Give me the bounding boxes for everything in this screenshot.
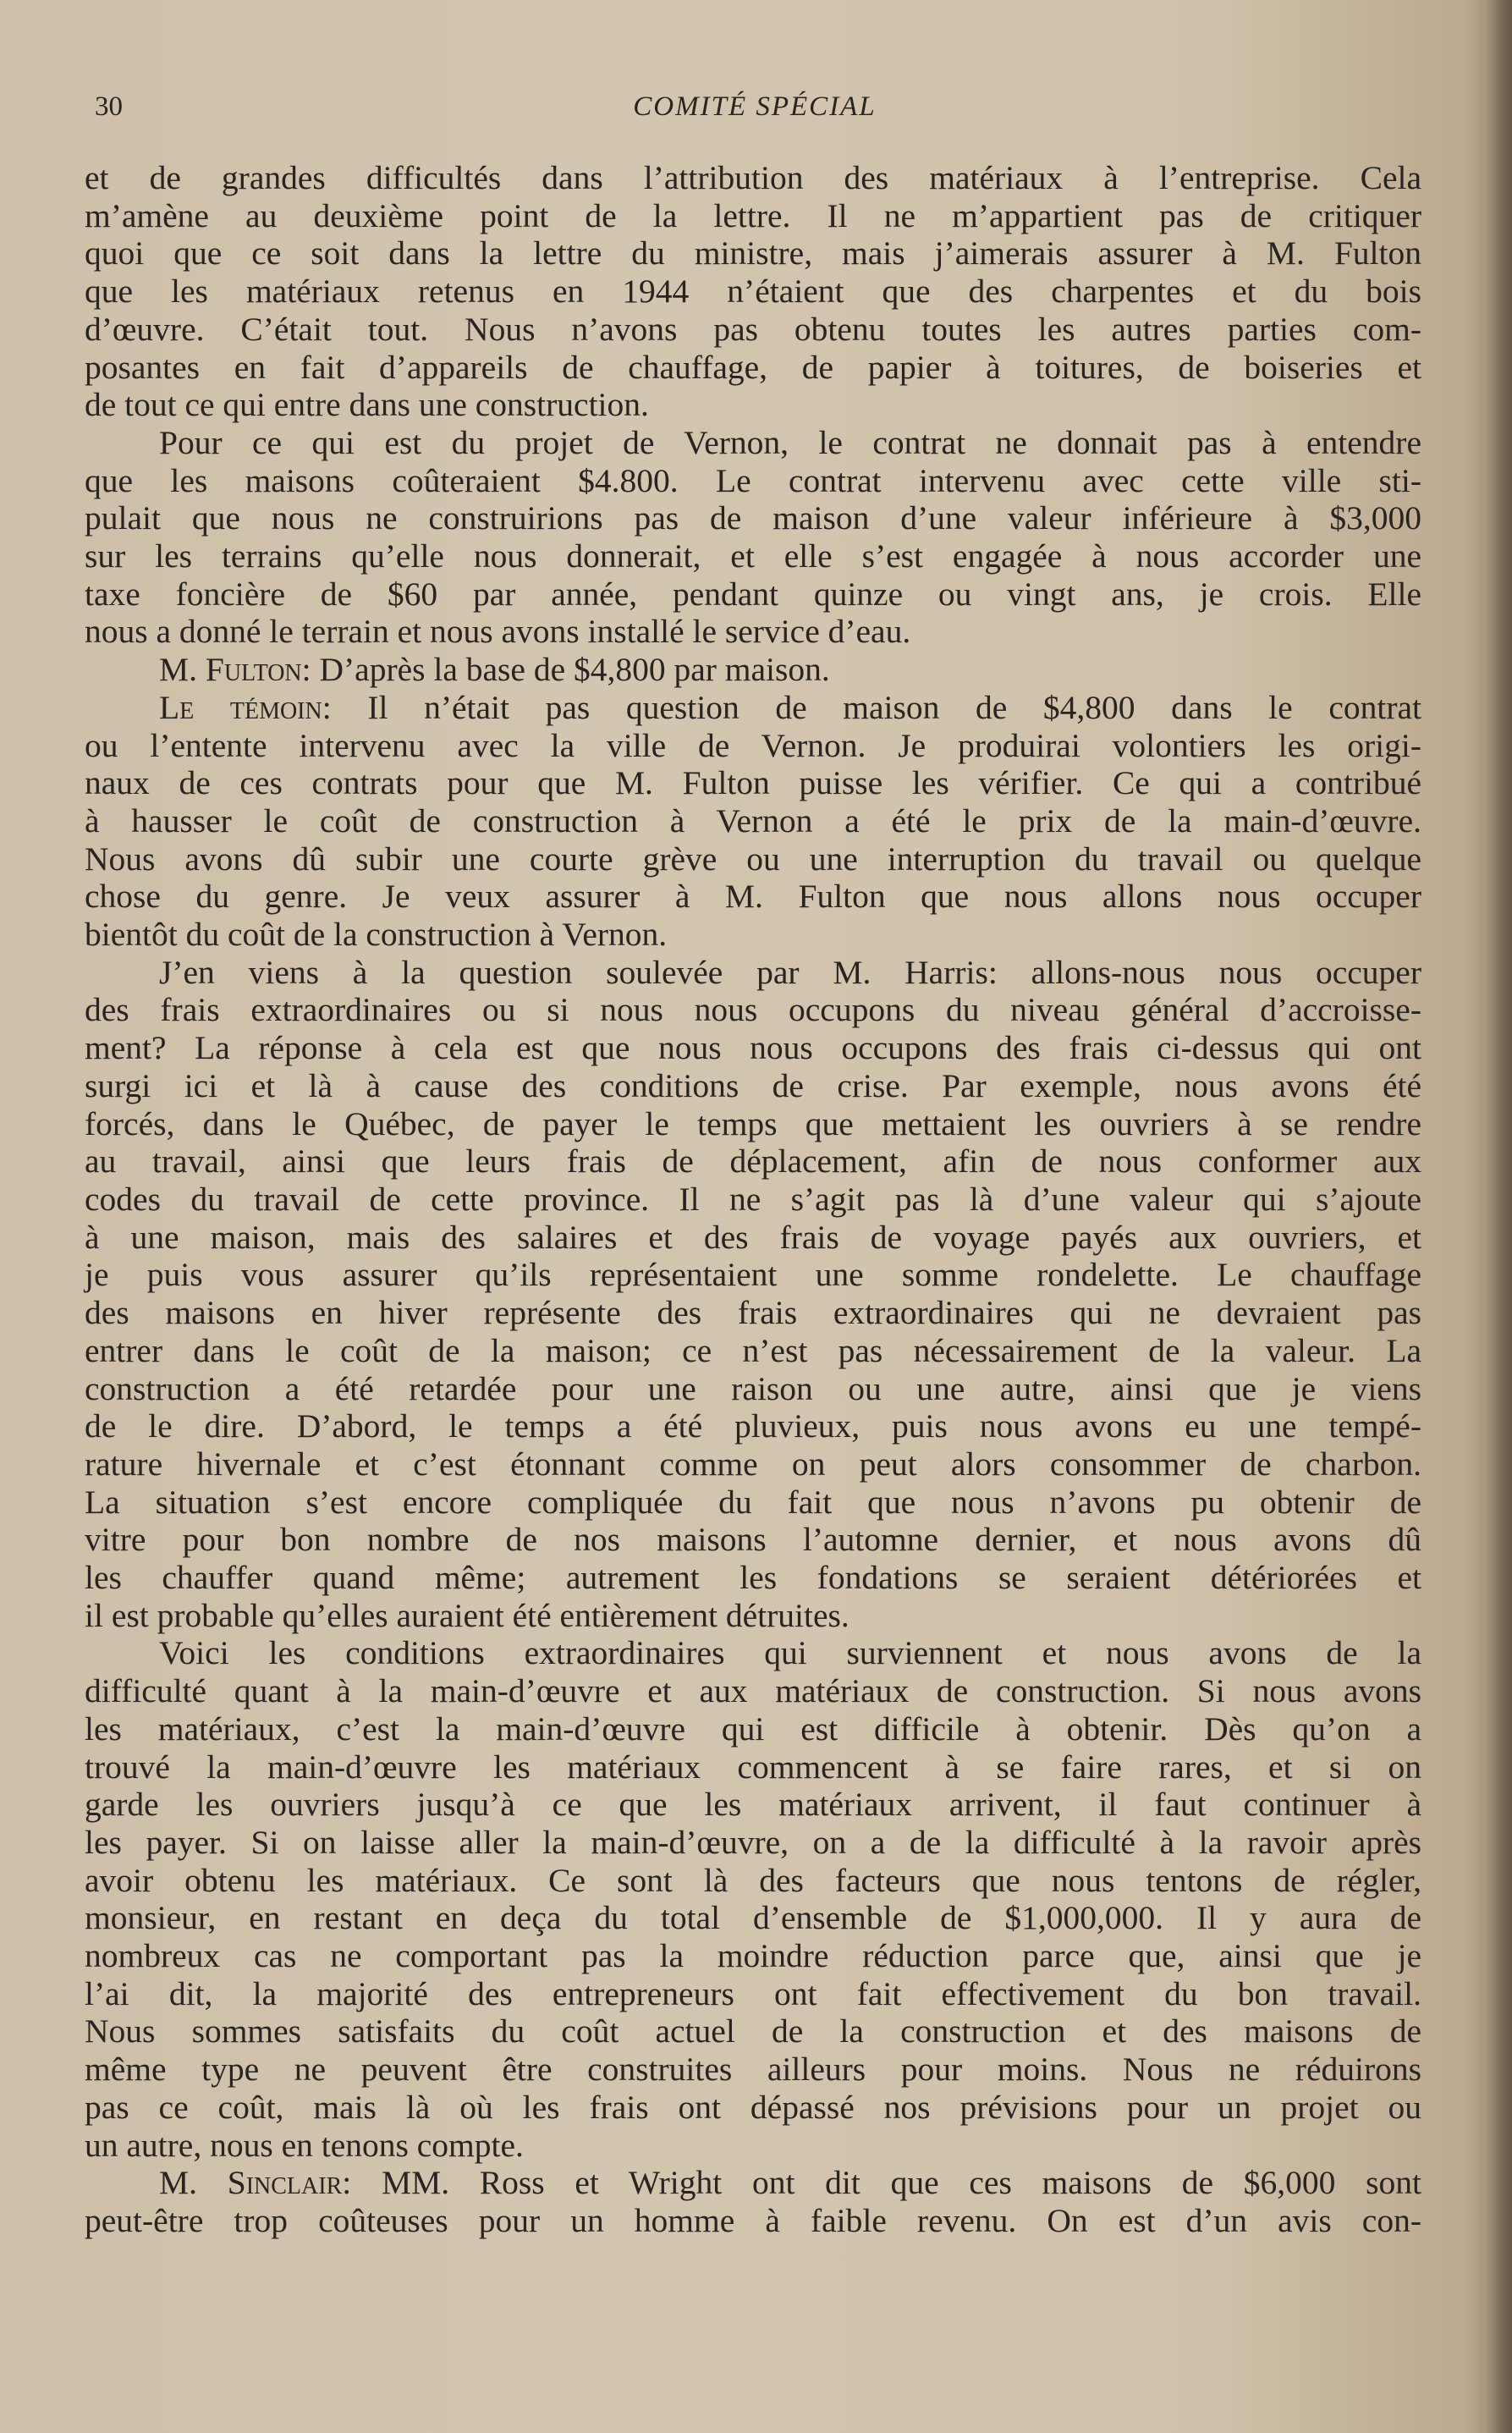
- line-text: de tout ce qui entre dans une construction.: [85, 386, 649, 424]
- line-text: Nous sommes satisfaits du coût actuel de la construction et des maisons de: [85, 2012, 1421, 2050]
- line-text: quoi que ce soit dans la lettre du ministre, mais j’aimerais assurer à M. Fulton: [85, 234, 1421, 272]
- text-line: [85, 197, 1421, 235]
- text-line: [85, 1181, 1421, 1219]
- text-line: [85, 689, 1421, 727]
- text-line: [85, 651, 1421, 689]
- text-line: [85, 1975, 1421, 2013]
- line-text: Nous avons dû subir une courte grève ou une interruption du travail ou quelque: [85, 839, 1421, 878]
- speaker-label: M. Fulton:: [159, 651, 311, 689]
- line-text: construction a été retardée pour une raison ou une autre, ainsi que je viens: [85, 1369, 1421, 1407]
- line-text: que les maisons coûteraient $4.800. Le contrat intervenu avec cette ville sti-: [85, 461, 1421, 499]
- line-text: nous a donné le terrain et nous avons installé le service d’eau.: [85, 613, 911, 651]
- line-text: garde les ouvriers jusqu’à ce que les matériaux arrivent, il faut continuer à: [85, 1786, 1421, 1824]
- text-line: [85, 424, 1421, 462]
- line-text: Voici les conditions extraordinaires qui surviennent et nous avons de la: [159, 1634, 1421, 1672]
- line-text: posantes en fait d’appareils de chauffage, de papier à toitures, de boiseries et: [85, 348, 1421, 386]
- text-line: [85, 1067, 1421, 1105]
- line-text: de le dire. D’abord, le temps a été pluvieux, puis nous avons eu une tempé-: [85, 1407, 1421, 1445]
- line-text: J’en viens à la question soulevée par M. Harris: allons-nous nous occuper: [159, 953, 1421, 991]
- line-text: et de grandes difficultés dans l’attribution des matériaux à l’entreprise. Cela: [85, 159, 1421, 196]
- text-line: [85, 613, 1421, 651]
- text-line: [85, 1370, 1421, 1408]
- line-text: Il n’était pas question de maison de $4,800 dans le contrat: [331, 688, 1421, 726]
- line-text: forcés, dans le Québec, de payer le temps que mettaient les ouvriers à se rendre: [85, 1104, 1421, 1142]
- page-edge-shadow: [1487, 0, 1512, 2433]
- text-line: [85, 1634, 1421, 1672]
- line-text: à une maison, mais des salaires et des frais de voyage payés aux ouvriers, et: [85, 1218, 1421, 1256]
- text-line: [85, 159, 1421, 197]
- line-text: difficulté quant à la main-d’œuvre et aux matériaux de construction. Si nous avons: [85, 1672, 1421, 1710]
- text-line: [85, 2050, 1421, 2089]
- text-line: [85, 2164, 1421, 2202]
- line-text: bientôt du coût de la construction à Vernon.: [85, 916, 668, 954]
- line-text: je puis vous assurer qu’ils représentaient une somme rondelette. Le chauffage: [85, 1256, 1421, 1294]
- line-text: les chauffer quand même; autrement les fondations se seraient détériorées et: [85, 1559, 1421, 1597]
- line-text: m’amène au deuxième point de la lettre. Il ne m’appartient pas de critiquer: [85, 196, 1421, 234]
- text-line: [85, 1029, 1421, 1067]
- text-line: [85, 1521, 1421, 1559]
- text-line: [85, 840, 1421, 878]
- text-line: [85, 462, 1421, 500]
- text-line: [85, 1824, 1421, 1862]
- text-line: [85, 1407, 1421, 1445]
- paragraph: [85, 159, 1421, 424]
- line-text: même type ne peuvent être construites ailleurs pour moins. Nous ne réduirons: [85, 2050, 1421, 2089]
- line-text: à hausser le coût de construction à Vernon a été le prix de la main-d’œuvre.: [85, 801, 1421, 839]
- text-line: [85, 2202, 1421, 2240]
- text-line: [85, 2127, 1421, 2165]
- text-line: [85, 1445, 1421, 1483]
- line-text: D’après la base de $4,800 par maison.: [311, 651, 830, 689]
- line-text: les matériaux, c’est la main-d’œuvre qui est difficile à obtenir. Dès qu’on a: [85, 1709, 1421, 1748]
- line-text: d’œuvre. C’était tout. Nous n’avons pas obtenu toutes les autres parties com-: [85, 310, 1421, 348]
- body-text: [85, 159, 1421, 2240]
- line-text: les payer. Si on laisse aller la main-d’œuvre, on a de la difficulté à la ravoir après: [85, 1823, 1421, 1861]
- line-text: avoir obtenu les matériaux. Ce sont là des facteurs que nous tentons de régler,: [85, 1861, 1421, 1899]
- line-text: peut-être trop coûteuses pour un homme à faible revenu. On est d’un avis con-: [85, 2201, 1421, 2239]
- paragraph: [85, 424, 1421, 651]
- text-line: [85, 1937, 1421, 1975]
- text-line: [85, 1559, 1421, 1597]
- text-line: [85, 575, 1421, 614]
- line-text: des frais extraordinaires ou si nous nous occupons du niveau général d’accroisse-: [85, 991, 1421, 1029]
- text-line: [85, 1219, 1421, 1257]
- text-line: [85, 349, 1421, 387]
- line-text: taxe foncière de $60 par année, pendant quinze ou vingt ans, je crois. Elle: [85, 575, 1421, 613]
- text-line: [85, 499, 1421, 537]
- line-text: rature hivernale et c’est étonnant comme on peut alors consommer de charbon.: [85, 1445, 1421, 1483]
- text-line: [85, 1332, 1421, 1370]
- text-line: [85, 1105, 1421, 1143]
- running-head: COMITÉ SPÉCIAL: [633, 91, 877, 122]
- paragraph: [85, 651, 1421, 689]
- text-line: [85, 2089, 1421, 2127]
- speaker-label: Le témoin:: [159, 688, 332, 726]
- text-line: [85, 1142, 1421, 1181]
- text-line: [85, 764, 1421, 802]
- text-line: [85, 1294, 1421, 1332]
- text-line: [85, 1483, 1421, 1522]
- line-text: pas ce coût, mais là où les frais ont dépassé nos prévisions pour un projet ou: [85, 2088, 1421, 2126]
- line-text: surgi ici et là à cause des conditions de crise. Par exemple, nous avons été: [85, 1066, 1421, 1104]
- line-text: entrer dans le coût de la maison; ce n’est pas nécessairement de la valeur. La: [85, 1331, 1421, 1369]
- paragraph: [85, 1634, 1421, 2164]
- speaker-label: M. Sinclair:: [159, 2164, 352, 2202]
- text-line: [85, 234, 1421, 272]
- line-text: pulait que nous ne construirions pas de maison d’une valeur inférieure à $3,000: [85, 499, 1421, 537]
- line-text: sur les terrains qu’elle nous donnerait, et elle s’est engagée à nous accorder une: [85, 537, 1421, 575]
- paragraph: [85, 2164, 1421, 2239]
- page-header: [95, 91, 1415, 134]
- line-text: un autre, nous en tenons compte.: [85, 2126, 524, 2164]
- text-line: [85, 1862, 1421, 1900]
- text-line: [85, 727, 1421, 765]
- text-line: [85, 1710, 1421, 1748]
- line-text: ou l’entente intervenu avec la ville de Vernon. Je produirai volontiers les origi-: [85, 726, 1421, 764]
- line-text: Pour ce qui est du projet de Vernon, le contrat ne donnait pas à entendre: [159, 423, 1421, 461]
- text-line: [85, 916, 1421, 954]
- text-line: [85, 272, 1421, 311]
- text-line: [85, 386, 1421, 424]
- text-line: [85, 311, 1421, 349]
- line-text: au travail, ainsi que leurs frais de déplacement, afin de nous conformer aux: [85, 1142, 1421, 1181]
- line-text: il est probable qu’elles auraient été entièrement détruites.: [85, 1596, 849, 1634]
- line-text: que les matériaux retenus en 1944 n’étaient que des charpentes et du bois: [85, 272, 1421, 311]
- text-line: [85, 802, 1421, 840]
- text-line: [85, 991, 1421, 1029]
- text-line: [85, 1899, 1421, 1937]
- text-line: [85, 1597, 1421, 1635]
- line-text: trouvé la main-d’œuvre les matériaux commencent à se faire rares, et si on: [85, 1748, 1421, 1786]
- line-text: des maisons en hiver représente des frais extraordinaires qui ne devraient pas: [85, 1294, 1421, 1332]
- line-text: ment? La réponse à cela est que nous nous occupons des frais ci-dessus qui ont: [85, 1029, 1421, 1067]
- text-line: [85, 1256, 1421, 1294]
- text-line: [85, 1748, 1421, 1786]
- line-text: vitre pour bon nombre de nos maisons l’automne dernier, et nous avons dû: [85, 1521, 1421, 1559]
- line-text: l’ai dit, la majorité des entrepreneurs ont fait effectivement du bon travail.: [85, 1974, 1421, 2012]
- text-line: [85, 2012, 1421, 2050]
- page-number: 30: [95, 91, 123, 122]
- line-text: MM. Ross et Wright ont dit que ces maisons de $6,000 sont: [351, 2164, 1421, 2202]
- text-line: [85, 1786, 1421, 1824]
- paragraph: [85, 954, 1421, 1635]
- line-text: monsieur, en restant en deça du total d’ensemble de $1,000,000. Il y aura de: [85, 1899, 1421, 1937]
- line-text: chose du genre. Je veux assurer à M. Fulton que nous allons nous occuper: [85, 878, 1421, 916]
- line-text: codes du travail de cette province. Il ne s’agit pas là d’une valeur qui s’ajoute: [85, 1180, 1421, 1218]
- line-text: La situation s’est encore compliquée du fait que nous n’avons pu obtenir de: [85, 1483, 1421, 1521]
- text-line: [85, 878, 1421, 916]
- line-text: naux de ces contrats pour que M. Fulton puisse les vérifier. Ce qui a contribué: [85, 764, 1421, 802]
- paragraph: [85, 689, 1421, 954]
- text-line: [85, 537, 1421, 575]
- text-line: [85, 954, 1421, 992]
- line-text: nombreux cas ne comportant pas la moindre réduction parce que, ainsi que je: [85, 1937, 1421, 1975]
- text-line: [85, 1672, 1421, 1710]
